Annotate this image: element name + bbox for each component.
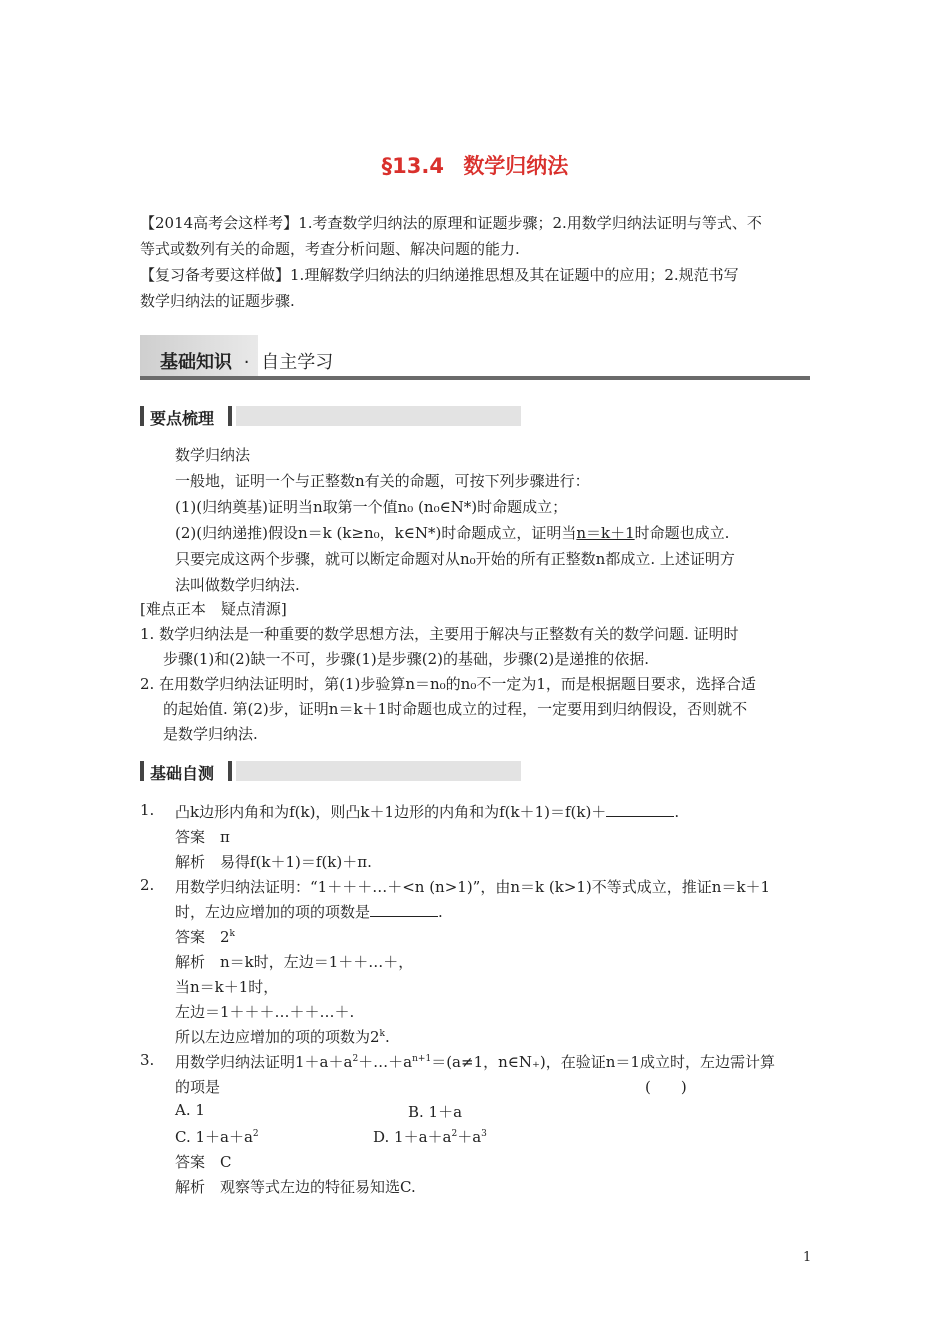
- subsection-bar-left: [140, 406, 144, 426]
- fuxi-tag: 【复习备考要这样做】: [140, 266, 291, 284]
- q3-option-d: D. $1+a+a^2+a^3$: [373, 1128, 487, 1146]
- yaodian-p2: (1)(归纳奠基)证明当n取第一个值n₀ (n₀∈N*)时命题成立；: [175, 498, 568, 516]
- q2-analysis-4: 所以左边应增加的项的项数为2$^k$.: [175, 1028, 390, 1046]
- nandian-item1-line2: 步骤(1)和(2)缺一不可，步骤(1)是步骤(2)的基础，步骤(2)是递推的依据.: [163, 650, 650, 668]
- answer-blank: [606, 802, 674, 817]
- nandian-item2-line3: 是数学归纳法.: [163, 725, 258, 743]
- page-number: 1: [803, 1250, 812, 1265]
- answer-blank: [370, 902, 438, 917]
- page-title: [0, 150, 950, 180]
- q2-analysis-2: 当n＝k＋1时，: [175, 978, 279, 996]
- q2-text: 用数学归纳法证明：“1＋＋＋…＋<n (n>1)”，由n＝k (k>1)不等式成立，推证n＝k＋1: [175, 878, 771, 896]
- q3-option-b: B. 1＋a: [408, 1103, 463, 1121]
- q3-text2: 的项是: [175, 1078, 221, 1096]
- q2-analysis-3: 左边＝1＋＋＋…＋＋…＋.: [175, 1003, 355, 1021]
- underlined-term: n＝k＋1: [576, 524, 635, 542]
- subsection-label: 要点梳理: [150, 409, 215, 428]
- q3-answer-paren: ( ): [645, 1078, 687, 1096]
- q1-analysis: 解析 易得f(k＋1)＝f(k)＋π.: [175, 853, 372, 871]
- subsection-fill: [236, 406, 521, 426]
- q2-answer: 答案 2$^k$: [175, 928, 236, 946]
- q1-number: 1.: [140, 801, 155, 819]
- q2-text2: 时，左边应增加的项的项数是 .: [175, 903, 443, 921]
- section-header-rule: [140, 376, 810, 380]
- kaofa-tag: 【2014高考会这样考】: [140, 214, 299, 232]
- section-name: 数学归纳法: [463, 154, 569, 178]
- yaodian-heading: 数学归纳法: [175, 446, 251, 464]
- q1-answer: 答案 π: [175, 828, 230, 846]
- q3-option-a: A. 1: [175, 1101, 205, 1119]
- subsection-bar-right: [228, 761, 232, 781]
- nandian-label: [难点正本 疑点清源]: [140, 600, 287, 618]
- section-number: §13.4: [381, 154, 444, 178]
- yaodian-p3: (2)(归纳递推)假设n＝k (k≥n₀，k∈N*)时命题成立，证明当n＝k＋1时命题也成立.: [175, 524, 730, 542]
- subsection-label: 基础自测: [150, 764, 215, 783]
- q2-analysis-1: 解析 n＝k时，左边＝1＋＋…＋，: [175, 953, 414, 971]
- nandian-item1-line1: 1. 数学归纳法是一种重要的数学思想方法，主要用于解决与正整数有关的数学问题. 证明时: [140, 625, 739, 643]
- yaodian-p5: 法叫做数学归纳法.: [175, 576, 300, 594]
- kaofa-line1: 【2014高考会这样考】1.考查数学归纳法的原理和证题步骤；2.用数学归纳法证明与等式、不: [140, 214, 762, 232]
- q3-text: 用数学归纳法证明$1+a+a^2+\dots+a^{n+1}=(a\ne 1$，n∈N₊)，在验证n＝1成立时，左边需计算: [175, 1053, 775, 1071]
- yaodian-p1: 一般地，证明一个与正整数n有关的命题，可按下列步骤进行：: [175, 472, 590, 490]
- section-header: [140, 335, 810, 381]
- fuxi-line1: 【复习备考要这样做】1.理解数学归纳法的归纳递推思想及其在证题中的应用；2.规范书写: [140, 266, 739, 284]
- nandian-item2-line2: 的起始值. 第(2)步，证明n＝k＋1时命题也成立的过程，一定要用到归纳假设，否则就不: [163, 700, 748, 718]
- q3-answer: 答案 C: [175, 1153, 232, 1171]
- q1-text: 凸k边形内角和为f(k)，则凸k＋1边形的内角和为f(k＋1)＝f(k)＋ .: [175, 803, 680, 821]
- section-header-text: 基础知识 · 自主学习: [160, 352, 334, 373]
- q3-analysis: 解析 观察等式左边的特征易知选C.: [175, 1178, 416, 1196]
- nandian-item2-line1: 2. 在用数学归纳法证明时，第(1)步验算n＝n₀的n₀不一定为1，而是根据题目要求，选择合适: [140, 675, 756, 693]
- fuxi-line2: 数学归纳法的证题步骤.: [140, 292, 295, 310]
- q3-number: 3.: [140, 1051, 155, 1069]
- yaodian-p4: 只要完成这两个步骤，就可以断定命题对从n₀开始的所有正整数n都成立. 上述证明方: [175, 550, 735, 568]
- subsection-bar-right: [228, 406, 232, 426]
- subsection-bar-left: [140, 761, 144, 781]
- q2-number: 2.: [140, 876, 155, 894]
- q3-option-c: C. $1+a+a^2$: [175, 1128, 259, 1146]
- subsection-fill: [236, 761, 521, 781]
- kaofa-line2: 等式或数列有关的命题，考查分析问题、解决问题的能力.: [140, 240, 520, 258]
